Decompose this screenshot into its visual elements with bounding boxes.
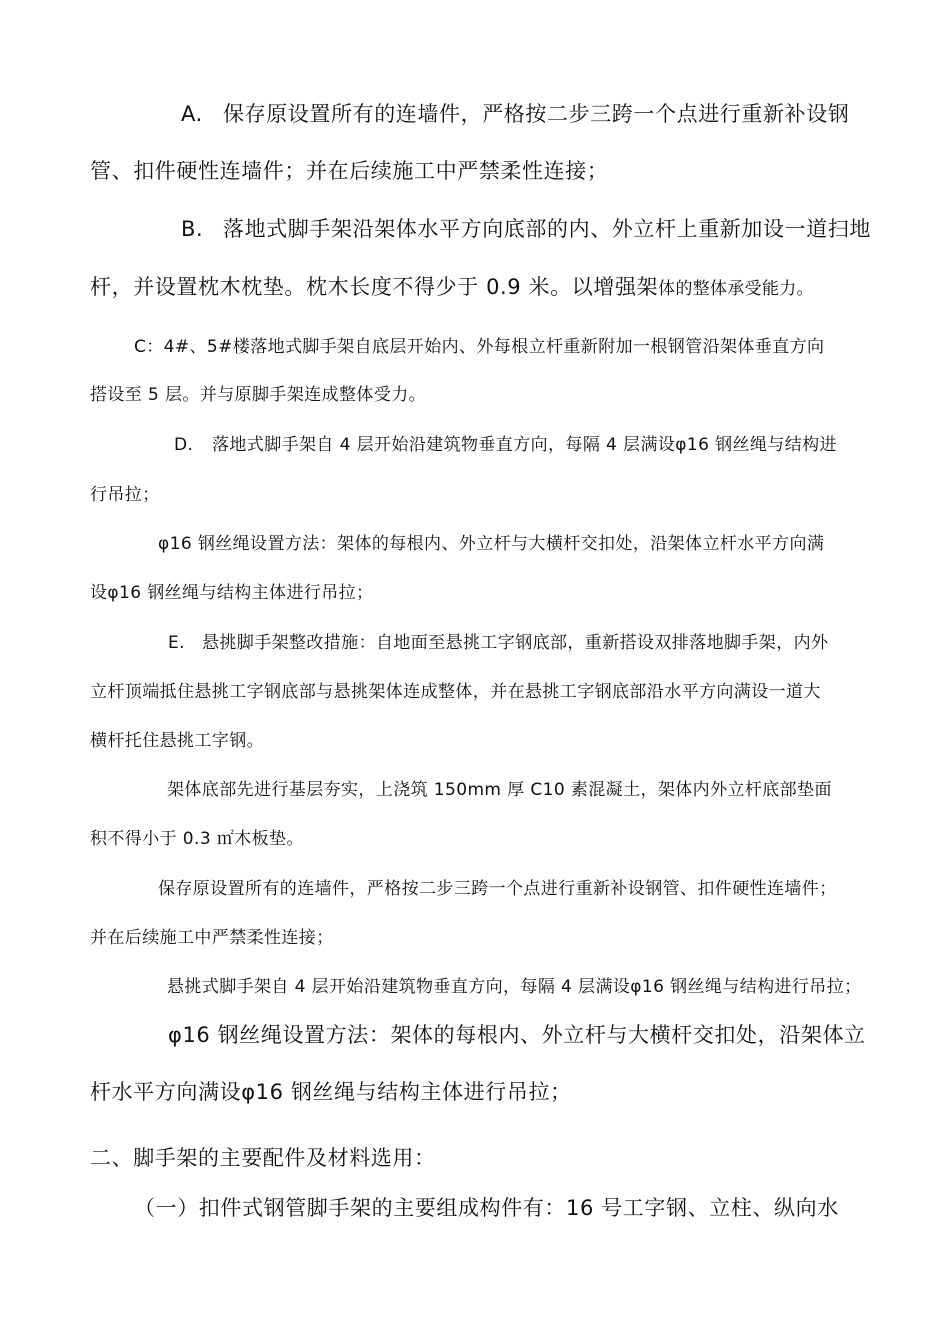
base-treatment-line-2: 积不得小于 0.3 ㎡木板垫。 [90, 829, 304, 849]
item-label-e: E. [168, 633, 185, 653]
paragraph-e-line-2: 立杆顶端抵住悬挑工字钢底部与悬挑架体连成整体，并在悬挑工字钢底部沿水平方向满设一道大 [90, 682, 821, 702]
paragraph-d-line-2: 行吊拉； [90, 485, 160, 505]
paragraph-c-line-2: 搭设至 5 层。并与原脚手架连成整体受力。 [90, 385, 427, 405]
paragraph-b-text-2-tail: 体的整体承受能力。 [658, 279, 814, 299]
paragraph-a-text-1: 保存原设置所有的连墙件，严格按二步三跨一个点进行重新补设钢 [223, 102, 850, 126]
paragraph-b-line-1 [181, 213, 871, 243]
phi16-method-large-line-1: φ16 钢丝绳设置方法：架体的每根内、外立杆与大横杆交扣处，沿架体立 [168, 1023, 866, 1047]
item-label-a: A. [181, 102, 203, 126]
base-treatment-line-1: 架体底部先进行基层夯实，上浇筑 150mm 厚 C10 素混凝土，架体内外立杆底部垫面 [167, 780, 832, 800]
paragraph-e-line-1 [168, 628, 828, 653]
item-label-b: B. [181, 217, 204, 241]
paragraph-a-line-1 [181, 98, 849, 128]
paragraph-a-line-2: 管、扣件硬性连墙件；并在后续施工中严禁柔性连接； [90, 159, 609, 183]
cantilever-line-1: 悬挑式脚手架自 4 层开始沿建筑物垂直方向，每隔 4 层满设φ16 钢丝绳与结构进行吊拉； [167, 977, 862, 997]
paragraph-b-text-1: 落地式脚手架沿架体水平方向底部的内、外立杆上重新加设一道扫地 [223, 217, 871, 241]
phi16-method-large-line-2: 杆水平方向满设φ16 钢丝绳与结构主体进行吊拉； [90, 1080, 572, 1104]
section-heading-2: 二、脚手架的主要配件及材料选用： [90, 1146, 436, 1170]
paragraph-c-line-1: C：4#、5#楼落地式脚手架自底层开始内、外每根立杆重新附加一根钢管沿架体垂直方向 [134, 337, 825, 357]
paragraph-d-text-1: 落地式脚手架自 4 层开始沿建筑物垂直方向，每隔 4 层满设φ16 钢丝绳与结构进 [212, 435, 837, 455]
paragraph-b-line-2 [90, 271, 814, 301]
item-label-d: D. [174, 435, 194, 455]
paragraph-e-text-1: 悬挑脚手架整改措施：自地面至悬挑工字钢底部，重新搭设双排落地脚手架，内外 [202, 633, 829, 653]
paragraph-e-line-3: 横杆托住悬挑工字钢。 [90, 731, 264, 751]
paragraph-b-text-2: 杆，并设置枕木枕垫。枕木长度不得少于 0.9 米。以增强架 [90, 275, 659, 299]
wall-ties-line-2: 并在后续施工中严禁柔性连接； [90, 928, 334, 948]
subsection-1: （一）扣件式钢管脚手架的主要组成构件有：16 号工字钢、立柱、纵向水 [134, 1196, 839, 1220]
wall-ties-line-1: 保存原设置所有的连墙件，严格按二步三跨一个点进行重新补设钢管、扣件硬性连墙件； [158, 879, 837, 899]
phi16-method-line-2: 设φ16 钢丝绳与结构主体进行吊拉； [90, 583, 374, 603]
paragraph-d-line-1 [174, 430, 837, 455]
phi16-method-line-1: φ16 钢丝绳设置方法：架体的每根内、外立杆与大横杆交扣处，沿架体立杆水平方向满 [158, 534, 825, 554]
